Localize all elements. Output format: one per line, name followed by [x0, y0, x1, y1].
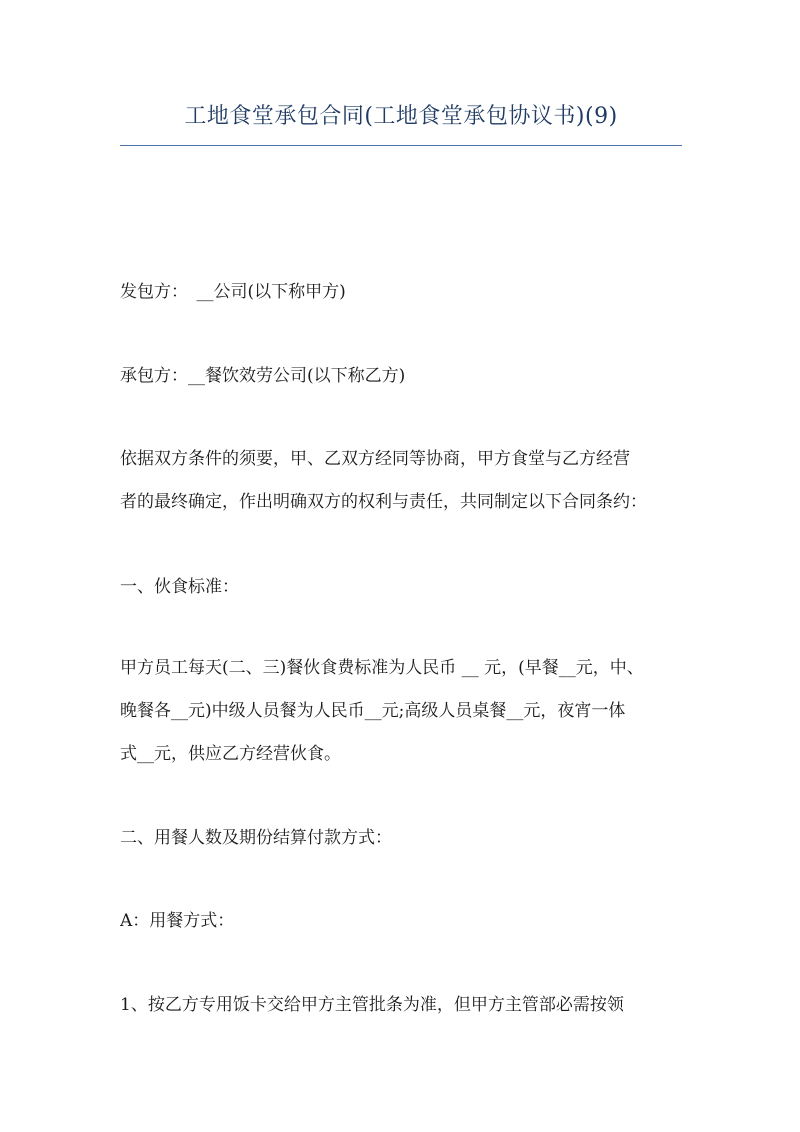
paragraph-item-1: [120, 984, 685, 1027]
text-line: 1、按乙方专用饭卡交给甲方主管批条为准，但甲方主管部必需按领: [120, 995, 624, 1015]
document-title: 工地食堂承包合同(工地食堂承包协议书)(9): [184, 104, 618, 129]
text-line: 依据双方条件的须要，甲、乙双方经同等协商，甲方食堂与乙方经营: [120, 449, 630, 469]
section-heading-meal-standard: [120, 566, 685, 609]
text-line: A：用餐方式：: [120, 911, 235, 931]
text-line: 晚餐各__元)中级人员餐为人民币__元;高级人员桌餐__元，夜宵一体: [120, 701, 626, 721]
text-line: 者的最终确定，作出明确双方的权利与责任，共同制定以下合同条约：: [120, 492, 647, 512]
text-line: 发包方： __公司(以下称甲方): [120, 282, 346, 302]
paragraph-meal-standard: [120, 647, 685, 776]
text-line: 甲方员工每天(二、三)餐伙食费标准为人民币 __ 元，(早餐__元，中、: [120, 658, 644, 678]
text-line: 一、伙食标准：: [120, 577, 239, 597]
paragraph-preamble: [120, 438, 685, 524]
section-heading-settlement: [120, 817, 685, 860]
subheading-dining-method: [120, 900, 685, 943]
text-line: 二、用餐人数及期份结算付款方式：: [120, 828, 392, 848]
title-underline: [120, 145, 682, 146]
paragraph-contractor-issuer: [120, 271, 685, 314]
text-line: 承包方：__餐饮效劳公司(以下称乙方): [120, 366, 406, 386]
paragraph-contractor: [120, 355, 685, 398]
text-line: 式__元，供应乙方经营伙食。: [120, 744, 341, 764]
